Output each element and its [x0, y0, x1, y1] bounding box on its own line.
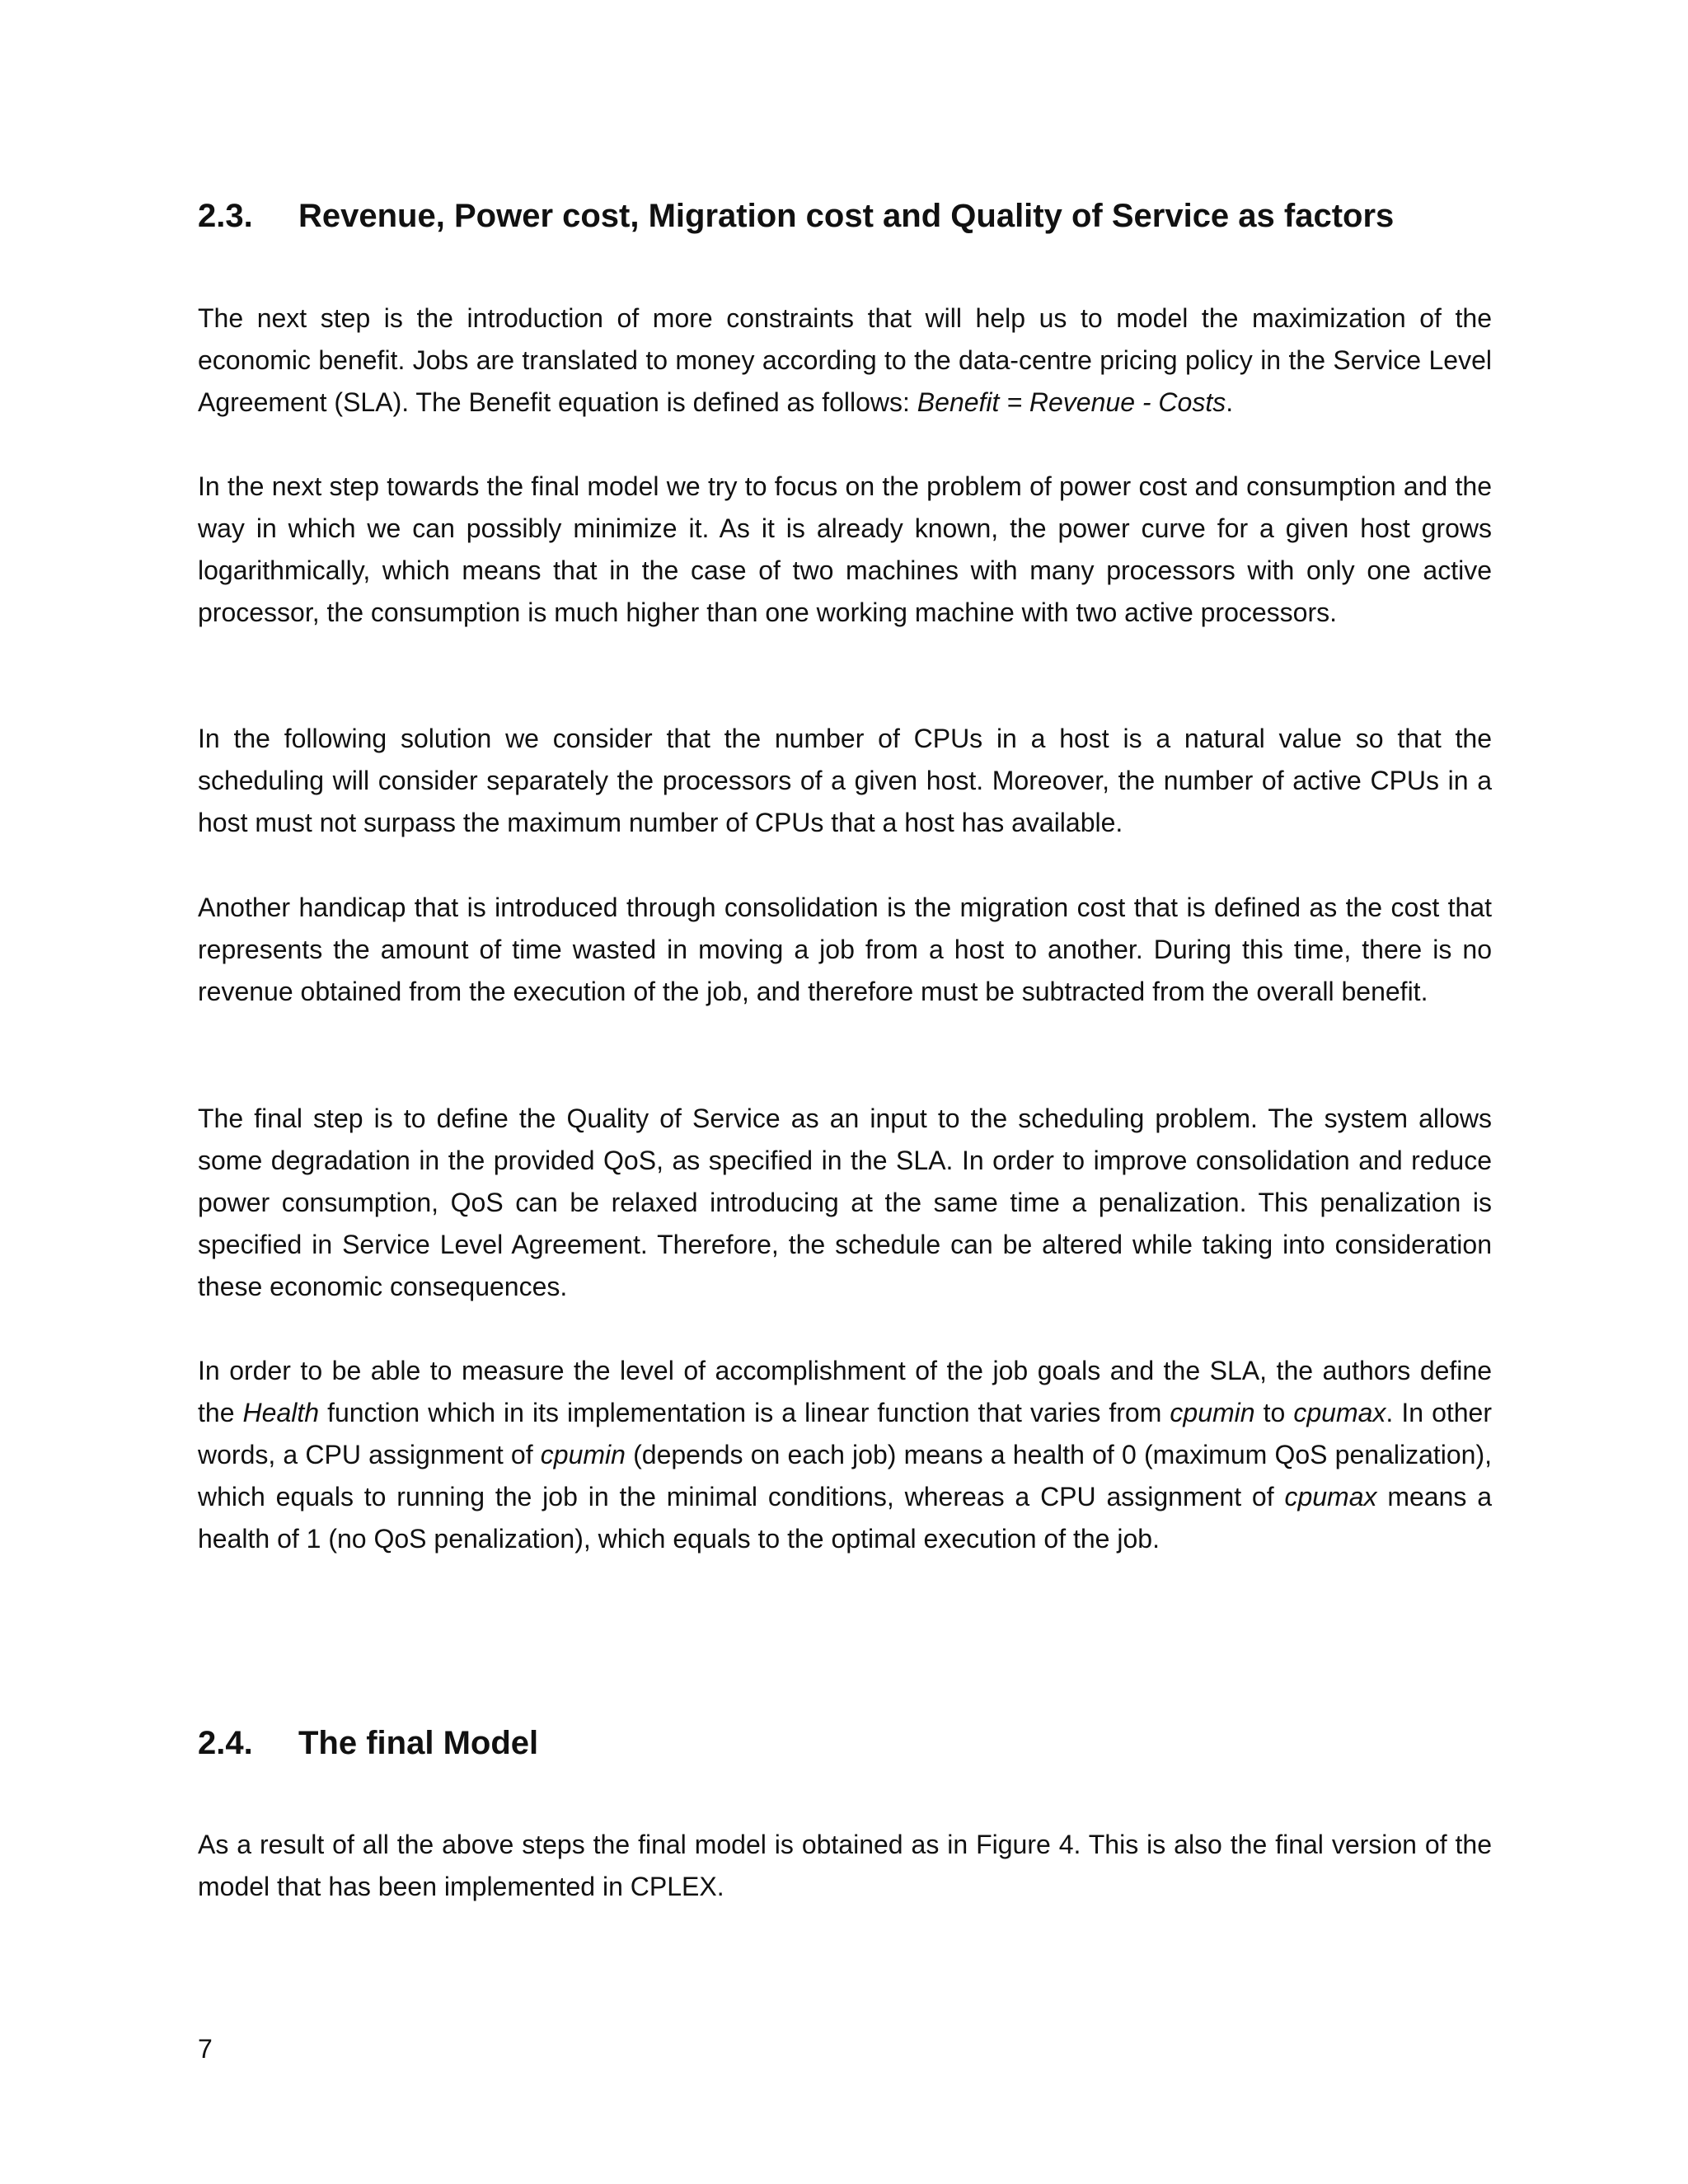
- section-heading-2-3: [198, 198, 1394, 235]
- text-span: means a health of 1 (no QoS penalization), which equals to the optimal execution of the job.: [198, 1482, 1493, 1554]
- text-span: to: [1254, 1398, 1294, 1427]
- paragraph-migration-cost: Another handicap that is introduced through consolidation is the migration cost that is defined as the cost that represents the amount of time wasted in moving a job from a host to another. During this time, there is no revenue obtained from the execution of the job, and therefore must be subtracted from the overall benefit.: [198, 893, 1492, 1006]
- paragraph-power-cost: In the next step towards the final model we try to focus on the problem of power cost and consumption and the way in which we can possibly minimize it. As it is already known, the power curve for a given host grows logarithmically, which means that in the case of two machines with many processors with only one active processor, the consumption is much higher than one working machine with two active processors.: [198, 471, 1492, 627]
- paragraph-benefit: [198, 298, 1492, 424]
- term-cpumax: cpumax: [1284, 1482, 1377, 1511]
- text-span: . In other words, a CPU assignment of: [198, 1398, 1493, 1469]
- paragraph-quality-of-service: The final step is to define the Quality of Service as an input to the scheduling problem. The system allows some degradation in the provided QoS, as specified in the SLA. In order to improve consolidation and reduce power consumption, QoS can be relaxed introducing at the same time a penalization. This penalization is specified in Service Level Agreement. Therefore, the schedule can be altered while taking into consideration these economic consequences.: [198, 1104, 1492, 1301]
- page-number: 7: [198, 2034, 213, 2064]
- text-span: (depends on each job) means a health of 0 (maximum QoS penalization), which equals to running the job in the minimal conditions, whereas a CPU assignment of: [198, 1440, 1493, 1511]
- section-number: 2.4.: [198, 1725, 253, 1761]
- paragraph-text: The next step is the introduction of more constraints that will help us to model the maximization of the economic benefit. Jobs are translated to money according to the data-centre pricing policy in the Service Level Agreement (SLA). The Benefit equation is defined as follows:: [198, 303, 1492, 417]
- term-cpumax: cpumax: [1293, 1398, 1386, 1427]
- text-span: In order to be able to measure the level of accomplishment of the job goals and the SLA, the authors define the: [198, 1356, 1492, 1427]
- term-cpumin: cpumin: [540, 1440, 626, 1469]
- paragraph-final-model: As a result of all the above steps the final model is obtained as in Figure 4. This is also the final version of the model that has been implemented in CPLEX.: [198, 1830, 1492, 1901]
- text-span: function which in its implementation is a linear function that varies from: [319, 1398, 1170, 1427]
- section-title: The final Model: [298, 1725, 539, 1761]
- section-heading-2-4: [198, 1725, 538, 1762]
- section-number: 2.3.: [198, 198, 253, 234]
- paragraph-cpus: In the following solution we consider that the number of CPUs in a host is a natural value so that the scheduling will consider separately the processors of a given host. Moreover, the number of active CPUs in a host must not surpass the maximum number of CPUs that a host has available.: [198, 724, 1492, 837]
- section-title: Revenue, Power cost, Migration cost and Quality of Service as factors: [298, 198, 1395, 234]
- paragraph-health-function: [198, 1350, 1492, 1560]
- paragraph-end: .: [1226, 387, 1234, 417]
- term-cpumin: cpumin: [1170, 1398, 1255, 1427]
- benefit-equation: Benefit = Revenue - Costs: [917, 387, 1226, 417]
- term-health: Health: [242, 1398, 320, 1427]
